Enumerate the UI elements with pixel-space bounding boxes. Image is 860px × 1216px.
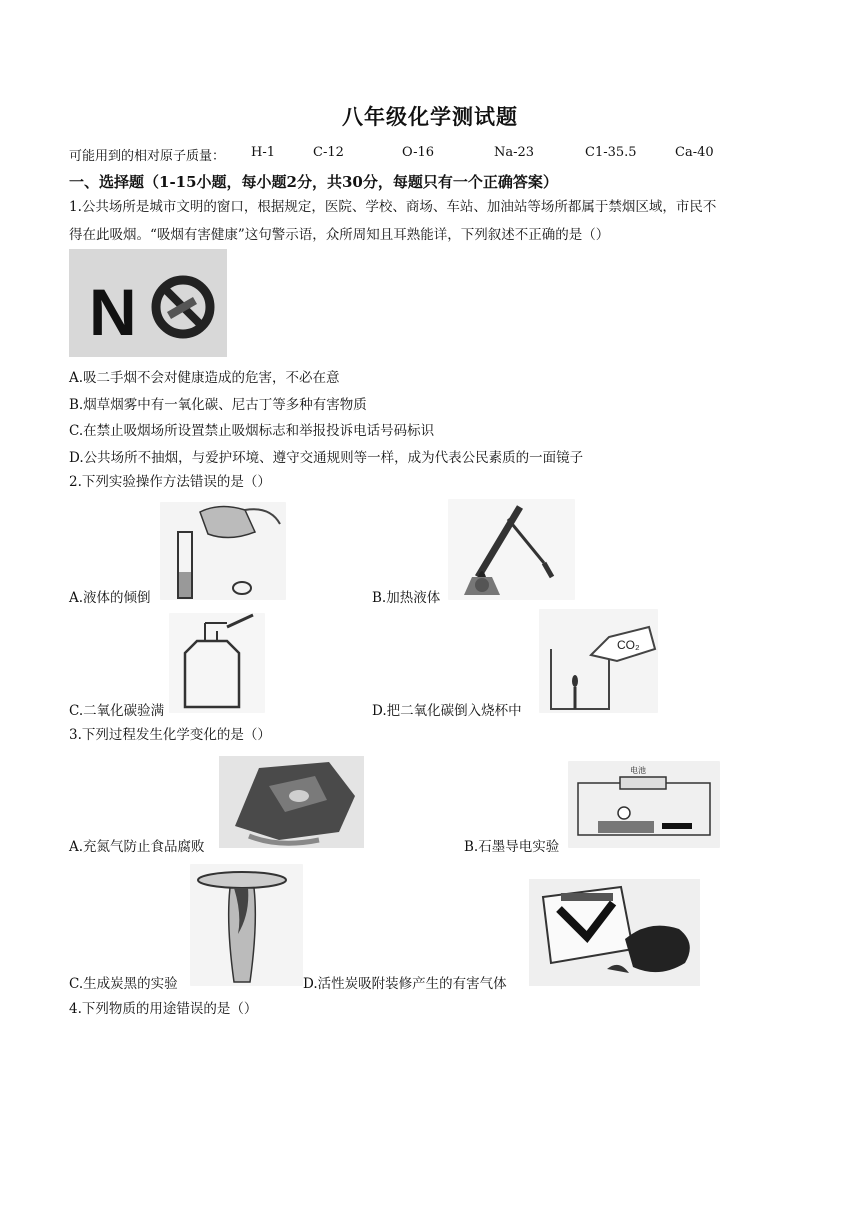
no-sign-letter: N <box>89 275 137 349</box>
q3-option-d: D.活性炭吸附装修产生的有害气体 <box>303 976 507 992</box>
q3-option-a: A.充氮气防止食品腐败 <box>69 839 205 855</box>
q1-option-a: A.吸二手烟不会对健康造成的危害，不必在意 <box>69 370 340 386</box>
heating-liquid-image <box>448 499 575 600</box>
battery-label: 电池 <box>630 766 646 775</box>
nitrogen-food-bag-image <box>219 756 364 848</box>
activated-carbon-image <box>529 879 700 986</box>
pour-co2-beaker-image <box>539 609 658 713</box>
q2-option-a: A.液体的倾倒 <box>69 590 151 606</box>
q2-stem: 2.下列实验操作方法错误的是（） <box>69 474 271 490</box>
q4-stem: 4.下列物质的用途错误的是（） <box>69 1001 258 1017</box>
atomic-mass-item: C-12 <box>313 145 344 160</box>
carbon-black-experiment-image <box>190 864 303 986</box>
q2-option-c: C.二氧化碳验满 <box>69 703 165 719</box>
atomic-mass-label: 可能用到的相对原子质量： <box>69 149 226 164</box>
co2-label: CO₂ <box>617 638 640 652</box>
page-title: 八年级化学测试题 <box>342 104 518 129</box>
graphite-conductivity-image <box>568 761 720 848</box>
no-smoking-icon <box>69 249 227 357</box>
atomic-mass-item: C1-35.5 <box>585 145 637 160</box>
atomic-mass-item: O-16 <box>402 145 435 160</box>
atomic-mass-item: Ca-40 <box>675 145 714 160</box>
q1-option-c: C.在禁止吸烟场所设置禁止吸烟标志和举报投诉电话号码标识 <box>69 423 435 439</box>
q2-option-b: B.加热液体 <box>372 590 441 606</box>
q3-option-c: C.生成炭黑的实验 <box>69 976 178 992</box>
no-smoking-sign-image <box>69 249 227 357</box>
atomic-mass-item: Na-23 <box>494 145 535 160</box>
q3-option-b: B.石墨导电实验 <box>464 839 560 855</box>
section-heading: 一、选择题（1-15小题，每小题2分，共30分，每题只有一个正确答案） <box>69 173 558 191</box>
q1-option-d: D.公共场所不抽烟，与爱护环境、遵守交通规则等一样，成为代表公民素质的一面镜子 <box>69 450 584 466</box>
q1-stem-line1: 1.公共场所是城市文明的窗口，根据规定，医院、学校、商场、车站、加油站等场所都属于禁烟区域，市民不 <box>69 199 717 215</box>
q1-option-b: B.烟草烟雾中有一氧化碳、尼古丁等多种有害物质 <box>69 397 367 413</box>
pouring-liquid-image <box>160 502 286 600</box>
atomic-mass-item: H-1 <box>251 145 276 160</box>
co2-full-check-image <box>169 613 265 713</box>
q1-stem-line2: 得在此吸烟。“吸烟有害健康”这句警示语，众所周知且耳熟能详，下列叙述不正确的是（） <box>69 227 610 243</box>
q3-stem: 3.下列过程发生化学变化的是（） <box>69 727 271 743</box>
q2-option-d: D.把二氧化碳倒入烧杯中 <box>372 703 522 719</box>
atomic-mass-line <box>69 145 769 163</box>
